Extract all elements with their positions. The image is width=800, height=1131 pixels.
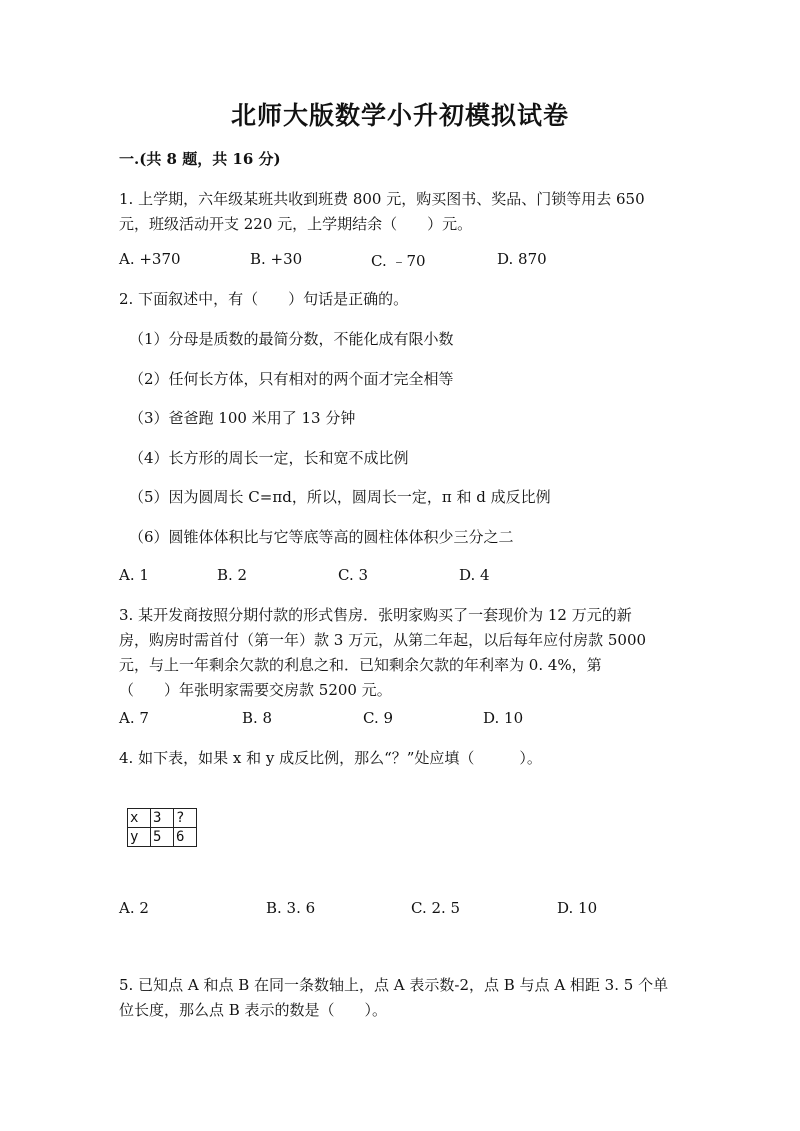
q2-item-4: （4）长方形的周长一定，长和宽不成比例	[129, 449, 409, 467]
q3-option-b: B. 8	[242, 709, 273, 727]
q2-item-1: （1）分母是质数的最简分数，不能化成有限小数	[129, 330, 454, 348]
table-cell: y	[128, 828, 151, 847]
table-row	[128, 809, 197, 828]
q2-option-a: A. 1	[119, 566, 149, 584]
section-heading: 一.(共 8 题，共 16 分)	[119, 150, 281, 168]
table-row	[128, 828, 197, 847]
q3-option-a: A. 7	[119, 709, 149, 727]
table-cell: x	[128, 809, 151, 828]
q2-option-c: C. 3	[338, 566, 369, 584]
q1-option-d: D. 870	[497, 250, 547, 268]
table-cell: 6	[174, 828, 197, 847]
q3-option-d: D. 10	[483, 709, 524, 727]
question-4-stem: 4. 如下表，如果 x 和 y 成反比例，那么“？”处应填（ ）。	[119, 749, 542, 767]
question-1	[119, 187, 679, 237]
q2-item-5: （5）因为圆周长 C=πd，所以，圆周长一定，π 和 d 成反比例	[129, 488, 551, 506]
q2-item-3: （3）爸爸跑 100 米用了 13 分钟	[129, 409, 356, 427]
question-3-line-1: 3. 某开发商按照分期付款的形式售房．张明家购买了一套现价为 12 万元的新	[119, 606, 632, 624]
question-1-line-1: 1. 上学期，六年级某班共收到班费 800 元，购买图书、奖品、门锁等用去 650	[119, 190, 645, 208]
table-cell: 5	[151, 828, 174, 847]
question-3-line-4: （ ）年张明家需要交房款 5200 元。	[119, 681, 392, 699]
question-5-line-2: 位长度，那么点 B 表示的数是（ ）。	[119, 1001, 388, 1019]
question-3-line-2: 房，购房时需首付（第一年）款 3 万元，从第二年起，以后每年应付房款 5000	[119, 631, 647, 649]
question-3	[119, 603, 679, 703]
q4-option-d: D. 10	[557, 899, 598, 917]
xy-table	[127, 808, 197, 847]
question-5-line-1: 5. 已知点 A 和点 B 在同一条数轴上，点 A 表示数-2，点 B 与点 A 相距 3. 5 个单	[119, 976, 669, 994]
q4-option-c: C. 2. 5	[411, 899, 461, 917]
table-cell: 3	[151, 809, 174, 828]
question-5	[119, 973, 679, 1023]
table-cell: ?	[174, 809, 197, 828]
question-1-line-2: 元，班级活动开支 220 元，上学期结余（ ）元。	[119, 215, 473, 233]
q2-option-b: B. 2	[217, 566, 248, 584]
page-title: 北师大版数学小升初模拟试卷	[230, 101, 569, 130]
q4-option-a: A. 2	[119, 899, 149, 917]
q1-option-b: B. +30	[250, 250, 303, 268]
question-2-stem: 2. 下面叙述中，有（ ）句话是正确的。	[119, 290, 409, 308]
q2-item-6: （6）圆锥体体积比与它等底等高的圆柱体体积少三分之二	[129, 528, 514, 546]
q4-option-b: B. 3. 6	[266, 899, 316, 917]
q2-option-d: D. 4	[459, 566, 490, 584]
question-3-line-3: 元，与上一年剩余欠款的利息之和．已知剩余欠款的年利率为 0. 4%，第	[119, 656, 602, 674]
q2-item-2: （2）任何长方体，只有相对的两个面才完全相等	[129, 370, 454, 388]
q3-option-c: C. 9	[363, 709, 394, 727]
q1-option-a: A. +370	[119, 250, 181, 268]
q1-option-c: C. ﹣70	[371, 252, 426, 270]
